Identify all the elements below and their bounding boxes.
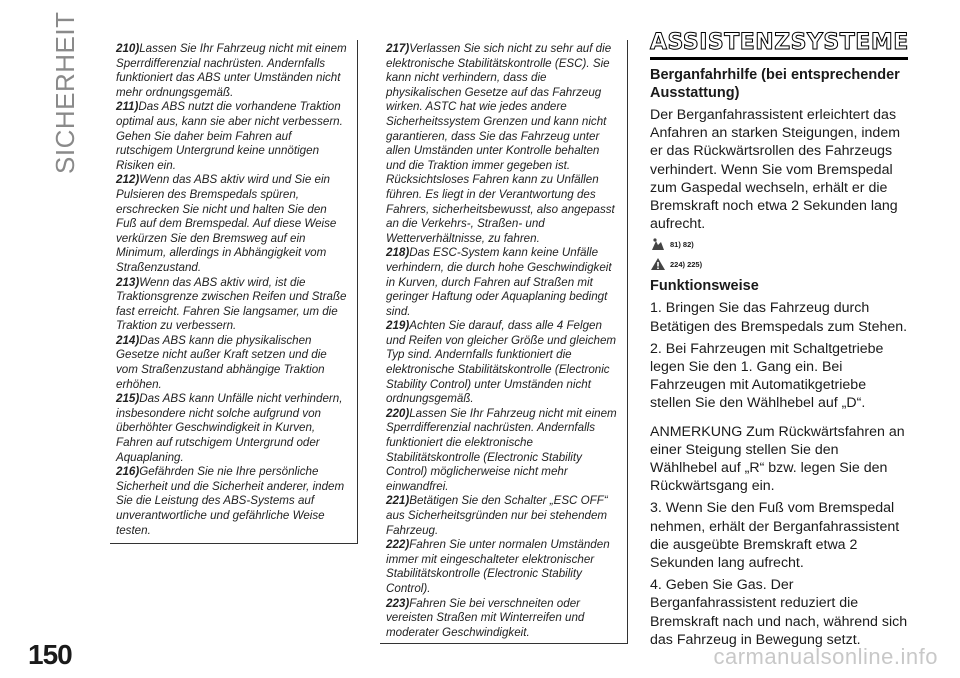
warning-item — [386, 538, 619, 596]
subheading-function: Funktionsweise — [650, 278, 759, 295]
warning-number: 219) — [386, 319, 410, 333]
warning-number: 218) — [386, 246, 410, 260]
warning-number: 214) — [116, 333, 140, 347]
warning-number: 217) — [386, 42, 410, 55]
section-heading: ASSISTENZSYSTEME — [650, 30, 909, 55]
right-column — [650, 30, 908, 653]
warning-item — [386, 407, 619, 495]
section-tab: SICHERHEIT — [50, 11, 80, 174]
warning-text: Wenn das ABS aktiv wird und Sie ein Pulsieren des Bremspedals spüren, erschrecken Sie nicht und halten Sie den Fuß auf dem Bremspedal. Auf diese Weise verkürzen Sie den Bremsweg auf ein Minimum, allerdings in Abhängigkeit vom Straßenzustand. — [116, 173, 337, 274]
warning-text: Fahren Sie bei verschneiten oder vereisten Straßen mit Winterreifen und moderater Geschwindigkeit. — [386, 596, 585, 639]
warning-number: 210) — [116, 42, 140, 55]
warning-text: Das ABS nutzt die vorhandene Traktion optimal aus, kann sie aber nicht verbessern. Gehen Sie daher beim Fahren auf rutschigem Untergrund keine unnötigen Risiken ein. — [116, 100, 343, 172]
page-number: 150 — [28, 639, 72, 670]
heading-underline — [650, 57, 908, 60]
warning-item — [386, 597, 619, 641]
note-paragraph: ANMERKUNG Zum Rückwärtsfahren an einer Steigung stellen Sie den Wählhebel auf „R“ bzw. legen Sie den Rückwärtsgang ein. — [650, 423, 905, 495]
warning-text: Achten Sie darauf, dass alle 4 Felgen und Reifen von gleicher Größe und gleichem Typ sind. Andernfalls funktioniert die elektronische Stabilitätskontrolle (Electronic Stability Control) unter Umständen nicht ordnungsgemäß. — [386, 319, 617, 406]
step-3: 3. Wenn Sie den Fuß vom Bremspedal nehmen, erhält der Berganfahrassistent die ausgeübte Bremskraft etwa 2 Sekunden lang aufrecht. — [650, 500, 900, 572]
warning-item — [116, 100, 349, 173]
warning-number: 220) — [386, 406, 410, 420]
warning-triangle-icon — [650, 257, 666, 271]
reference-numbers-1: 81) 82) — [670, 239, 694, 249]
warning-number: 213) — [116, 275, 140, 289]
warning-number: 215) — [116, 392, 140, 406]
warning-text: Das ABS kann Unfälle nicht verhindern, insbesondere nicht solche aufgrund von überhöhter Geschwindigkeit in Kurven, Fahren auf rutschigem Untergrund oder Aquaplaning. — [116, 392, 343, 464]
step-2: 2. Bei Fahrzeugen mit Schaltgetriebe legen Sie den 1. Gang ein. Bei Fahrzeugen mit Automatikgetriebe stellen Sie den Wählhebel auf „D“. — [650, 340, 884, 412]
reference-line-1 — [650, 237, 908, 251]
warning-number: 221) — [386, 494, 410, 508]
warning-number: 212) — [116, 173, 140, 187]
warning-text: Verlassen Sie sich nicht zu sehr auf die elektronische Stabilitätskontrolle (ESC). Sie kann nicht verhindern, dass die physikalischen Gesetze auf das Fahrzeug wirken. ASTC hat wie jedes andere Sicherheitssystem Grenzen und kann nicht garantieren, dass Sie das Fahrzeug unter allen Umständen unter Kontrolle behalten und die Traktion immer gegeben ist. Rücksichtsloses Fahren kann zu Unfällen führen. Es liegt in der Verantwortung des Fahrers, sicherheitsbewusst, also angepasst an die Verkehrs-, Straßen- und Wetterverhältnisse, zu fahren. — [386, 42, 615, 245]
reference-line-2 — [650, 257, 908, 271]
warning-text: Lassen Sie Ihr Fahrzeug nicht mit einem Sperrdifferenzial nachrüsten. Andernfalls funktioniert das ABS unter Umständen nicht mehr ordnungsgemäß. — [116, 42, 347, 99]
warning-number: 222) — [386, 538, 410, 552]
warning-item — [386, 42, 619, 246]
step-1: 1. Bringen Sie das Fahrzeug durch Betätigen des Bremspedals zum Stehen. — [650, 300, 908, 335]
warning-text: Gefährden Sie nie Ihre persönliche Sicherheit und die Sicherheit anderer, indem Sie die Leistung des ABS-Systems auf unverantwortliche und gefährliche Weise testen. — [116, 465, 345, 537]
warning-text: Fahren Sie unter normalen Umständen immer mit eingeschalteter elektronischer Stabilitätskontrolle (Electronic Stability Control). — [386, 538, 610, 595]
warning-item — [116, 392, 349, 465]
watermark: carmanualsonline.info — [713, 644, 938, 669]
warning-text: Betätigen Sie den Schalter „ESC OFF“ aus Sicherheitsgründen nur bei stehendem Fahrzeug. — [386, 494, 608, 537]
warning-box-middle — [380, 40, 628, 644]
warning-text: Lassen Sie Ihr Fahrzeug nicht mit einem Sperrdifferenzial nachrüsten. Andernfalls funktioniert die elektronische Stabilitätskontrolle (Electronic Stability Control) möglicherweise nicht mehr einwandfrei. — [386, 406, 617, 493]
subheading-hill-start: Berganfahrhilfe (bei entsprechender Ausstattung) — [650, 67, 900, 101]
section-heading-wrap — [650, 30, 908, 60]
warning-text: Das ESC-System kann keine Unfälle verhindern, die durch hohe Geschwindigkeit in Kurven, durch Fahren auf Straßen mit geringer Haftung oder Aquaplaning bedingt sind. — [386, 246, 612, 318]
warning-item — [116, 465, 349, 538]
warning-item — [116, 276, 349, 334]
warning-item — [386, 494, 619, 538]
warning-number: 211) — [116, 100, 139, 114]
warning-number: 216) — [116, 465, 140, 479]
warning-item — [116, 173, 349, 275]
step-4: 4. Geben Sie Gas. Der Berganfahrassistent reduziert die Bremskraft nach und nach, während sich das Fahrzeug in Bewegung setzt. — [650, 577, 908, 648]
warning-text: Wenn das ABS aktiv wird, ist die Traktionsgrenze zwischen Reifen und Straße fast erreicht. Fahren Sie langsamer, um die Traktion zu verbessern. — [116, 275, 347, 333]
warning-item — [386, 246, 619, 319]
warning-text: Das ABS kann die physikalischen Gesetze nicht außer Kraft setzen und die vom Straßenzustand abhängige Traktion erhöhen. — [116, 333, 327, 391]
warning-hand-icon — [650, 237, 666, 251]
warning-item — [386, 319, 619, 407]
warning-item — [116, 42, 349, 100]
reference-numbers-2: 224) 225) — [670, 259, 703, 269]
warning-item — [116, 334, 349, 392]
paragraph-hill-start: Der Berganfahrassistent erleichtert das Anfahren an starken Steigungen, indem er das Rückwärtsrollen des Fahrzeugs verhindert. Wenn Sie vom Bremspedal zum Gaspedal wechseln, erhält er die Bremskraft noch etwa 2 Sekunden lang aufrecht. — [650, 107, 901, 233]
warning-box-left — [110, 40, 358, 544]
warning-number: 223) — [386, 596, 410, 610]
